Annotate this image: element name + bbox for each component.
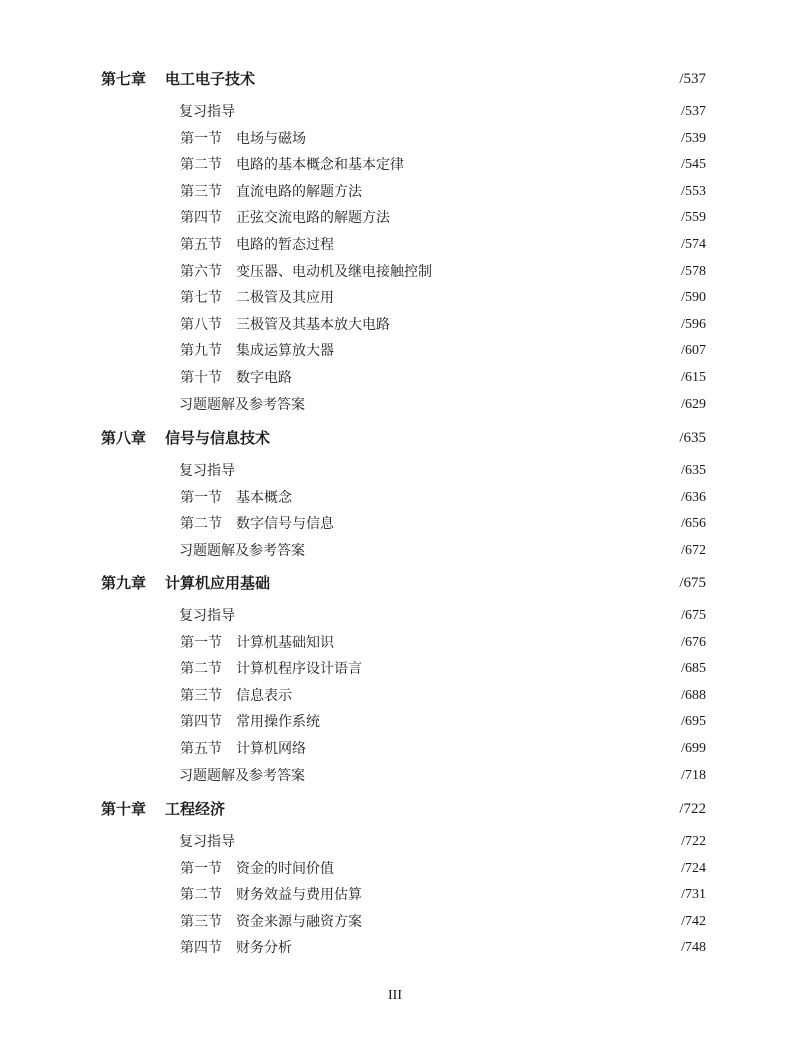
section-label: 复习指导 [179, 104, 235, 120]
section-page: /578 [681, 264, 706, 279]
chapter-heading[interactable] [0, 425, 790, 451]
section-entry[interactable] [0, 909, 790, 935]
section-entry[interactable] [0, 205, 790, 231]
section-page: /695 [681, 714, 706, 729]
section-entry[interactable] [0, 259, 790, 285]
section-label: 第九节 [180, 343, 222, 359]
section-page: /545 [681, 157, 706, 172]
section-entry[interactable] [0, 152, 790, 178]
section-entry[interactable] [0, 312, 790, 338]
section-label: 第四节 [180, 940, 222, 956]
section-title: 计算机基础知识 [236, 635, 334, 651]
chapter-number: 第八章 [101, 429, 147, 447]
section-title: 变压器、电动机及继电接触控制 [236, 264, 432, 280]
section-label: 第四节 [180, 210, 222, 226]
page-number: III [388, 988, 402, 1003]
section-label: 第五节 [180, 741, 222, 757]
section-title: 资金来源与融资方案 [236, 914, 362, 930]
section-page: /675 [681, 608, 706, 623]
section-label: 第四节 [180, 714, 222, 730]
section-page: /718 [681, 768, 706, 783]
section-entry[interactable] [0, 511, 790, 537]
section-page: /629 [681, 397, 706, 412]
chapter-heading[interactable] [0, 796, 790, 822]
section-title: 资金的时间价值 [236, 861, 334, 877]
chapter-title: 工程经济 [165, 800, 226, 818]
section-entry[interactable] [0, 763, 790, 789]
section-title: 三极管及其基本放大电路 [236, 317, 390, 333]
section-label: 第五节 [180, 237, 222, 253]
section-entry[interactable] [0, 365, 790, 391]
section-page: /672 [681, 543, 706, 558]
section-title: 电路的基本概念和基本定律 [236, 157, 404, 173]
chapter-heading[interactable] [0, 66, 790, 92]
section-label: 复习指导 [179, 834, 235, 850]
chapter-title: 信号与信息技术 [165, 429, 271, 447]
section-title: 电场与磁场 [236, 131, 306, 147]
section-entry[interactable] [0, 179, 790, 205]
section-entry[interactable] [0, 630, 790, 656]
chapter-number: 第九章 [101, 574, 147, 592]
section-title: 直流电路的解题方法 [236, 184, 362, 200]
chapter-page: /675 [679, 575, 706, 591]
section-title: 常用操作系统 [236, 714, 320, 730]
section-entry[interactable] [0, 935, 790, 961]
section-page: /537 [681, 104, 706, 119]
section-title: 电路的暂态过程 [236, 237, 334, 253]
section-entry[interactable] [0, 656, 790, 682]
section-label: 第一节 [180, 131, 222, 147]
section-page: /731 [681, 887, 706, 902]
section-label: 第二节 [180, 157, 222, 173]
section-page: /635 [681, 463, 706, 478]
section-entry[interactable] [0, 829, 790, 855]
section-label: 第八节 [180, 317, 222, 333]
section-entry[interactable] [0, 736, 790, 762]
section-page: /724 [681, 861, 706, 876]
section-page: /574 [681, 237, 706, 252]
chapter-page: /722 [679, 801, 706, 817]
section-label: 第三节 [180, 914, 222, 930]
section-entry[interactable] [0, 683, 790, 709]
section-page: /590 [681, 290, 706, 305]
section-label: 复习指导 [179, 608, 235, 624]
section-title: 数字电路 [236, 370, 292, 386]
section-label: 第二节 [180, 887, 222, 903]
section-page: /596 [681, 317, 706, 332]
section-label: 第一节 [180, 861, 222, 877]
section-title: 正弦交流电路的解题方法 [236, 210, 390, 226]
section-entry[interactable] [0, 485, 790, 511]
section-label: 第十节 [180, 370, 222, 386]
section-page: /539 [681, 131, 706, 146]
section-label: 第一节 [180, 635, 222, 651]
section-entry[interactable] [0, 232, 790, 258]
section-title: 数字信号与信息 [236, 516, 334, 532]
section-page: /553 [681, 184, 706, 199]
section-title: 信息表示 [236, 688, 292, 704]
section-label: 第二节 [180, 516, 222, 532]
section-page: /722 [681, 834, 706, 849]
chapter-heading[interactable] [0, 570, 790, 596]
section-title: 财务效益与费用估算 [236, 887, 362, 903]
section-page: /656 [681, 516, 706, 531]
section-entry[interactable] [0, 709, 790, 735]
section-label: 第六节 [180, 264, 222, 280]
section-entry[interactable] [0, 856, 790, 882]
section-page: /685 [681, 661, 706, 676]
section-label: 第二节 [180, 661, 222, 677]
section-label: 第七节 [180, 290, 222, 306]
chapter-title: 电工电子技术 [165, 70, 256, 88]
section-title: 财务分析 [236, 940, 292, 956]
section-label: 复习指导 [179, 463, 235, 479]
section-page: /676 [681, 635, 706, 650]
chapter-title: 计算机应用基础 [165, 574, 271, 592]
section-entry[interactable] [0, 338, 790, 364]
section-entry[interactable] [0, 126, 790, 152]
chapter-number: 第十章 [101, 800, 147, 818]
section-entry[interactable] [0, 285, 790, 311]
section-page: /636 [681, 490, 706, 505]
chapter-page: /537 [679, 71, 706, 87]
section-label: 习题题解及参考答案 [179, 543, 305, 559]
section-title: 基本概念 [236, 490, 292, 506]
section-entry[interactable] [0, 99, 790, 125]
section-label: 第一节 [180, 490, 222, 506]
section-label: 第三节 [180, 184, 222, 200]
section-title: 计算机程序设计语言 [236, 661, 362, 677]
section-page: /742 [681, 914, 706, 929]
chapter-number: 第七章 [101, 70, 147, 88]
section-page: /688 [681, 688, 706, 703]
section-title: 集成运算放大器 [236, 343, 334, 359]
section-page: /699 [681, 741, 706, 756]
section-entry[interactable] [0, 603, 790, 629]
section-title: 计算机网络 [236, 741, 306, 757]
section-page: /615 [681, 370, 706, 385]
section-label: 习题题解及参考答案 [179, 397, 305, 413]
section-entry[interactable] [0, 882, 790, 908]
section-entry[interactable] [0, 392, 790, 418]
section-entry[interactable] [0, 458, 790, 484]
section-page: /607 [681, 343, 706, 358]
section-label: 第三节 [180, 688, 222, 704]
section-page: /559 [681, 210, 706, 225]
section-entry[interactable] [0, 538, 790, 564]
chapter-page: /635 [679, 430, 706, 446]
section-label: 习题题解及参考答案 [179, 768, 305, 784]
section-page: /748 [681, 940, 706, 955]
section-title: 二极管及其应用 [236, 290, 334, 306]
